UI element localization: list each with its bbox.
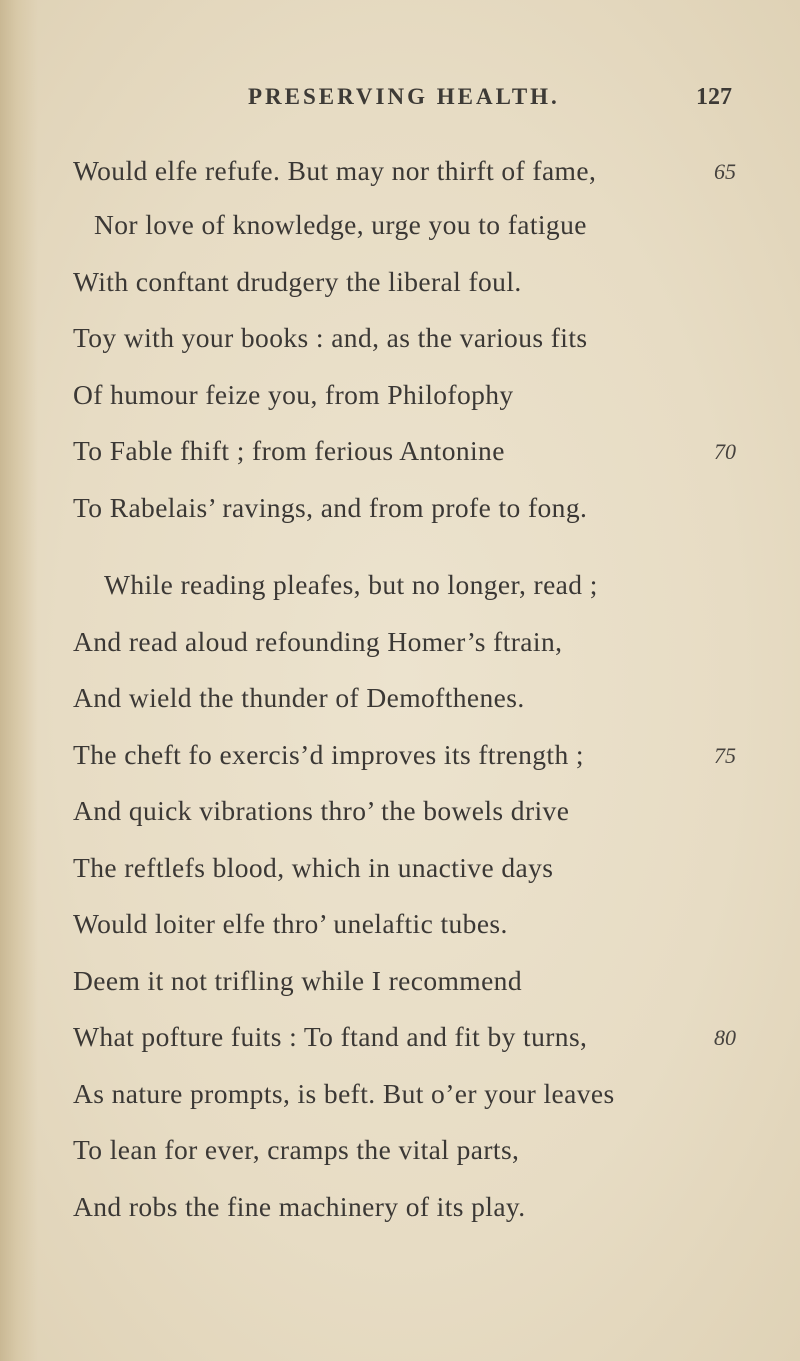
verse-line: The reftlefs blood, which in unactive days — [73, 852, 554, 883]
line-number-marker: 80 — [714, 1025, 736, 1050]
running-head: PRESERVING HEALTH. — [248, 84, 560, 109]
verse-line: To lean for ever, cramps the vital parts, — [73, 1134, 520, 1165]
verse-line: To Fable fhift ; from ferious Antonine — [73, 435, 505, 466]
line-number-marker: 70 — [714, 439, 736, 464]
verse-line: Would loiter elfe thro’ unelaftic tubes. — [73, 908, 508, 939]
verse-line: Would elfe refufe. But may nor thirft of fame, — [73, 155, 597, 186]
verse-line: And read aloud refounding Homer’s ftrain, — [73, 626, 563, 657]
verse-line: Toy with your books : and, as the various fits — [73, 322, 588, 353]
page-number: 127 — [696, 84, 732, 110]
verse-line: And quick vibrations thro’ the bowels drive — [73, 795, 570, 826]
verse-line: Of humour feize you, from Philofophy — [73, 379, 514, 410]
verse-line: With conftant drudgery the liberal foul. — [73, 266, 522, 297]
verse-line: And robs the fine machinery of its play. — [73, 1191, 526, 1222]
line-number-marker: 65 — [714, 159, 736, 184]
line-number-marker: 75 — [714, 743, 736, 768]
verse-line: Nor love of knowledge, urge you to fatigue — [94, 209, 587, 240]
verse-line: And wield the thunder of Demofthenes. — [73, 682, 525, 713]
verse-line: The cheft fo exercis’d improves its ftrength ; — [73, 739, 584, 770]
verse-line: Deem it not trifling while I recommend — [73, 965, 522, 996]
verse-line: What pofture fuits : To ftand and fit by turns, — [73, 1021, 588, 1052]
verse-line: While reading pleafes, but no longer, read ; — [104, 569, 598, 600]
verse-line: As nature prompts, is beft. But o’er your leaves — [73, 1078, 615, 1109]
verse-line: To Rabelais’ ravings, and from profe to fong. — [73, 492, 588, 523]
